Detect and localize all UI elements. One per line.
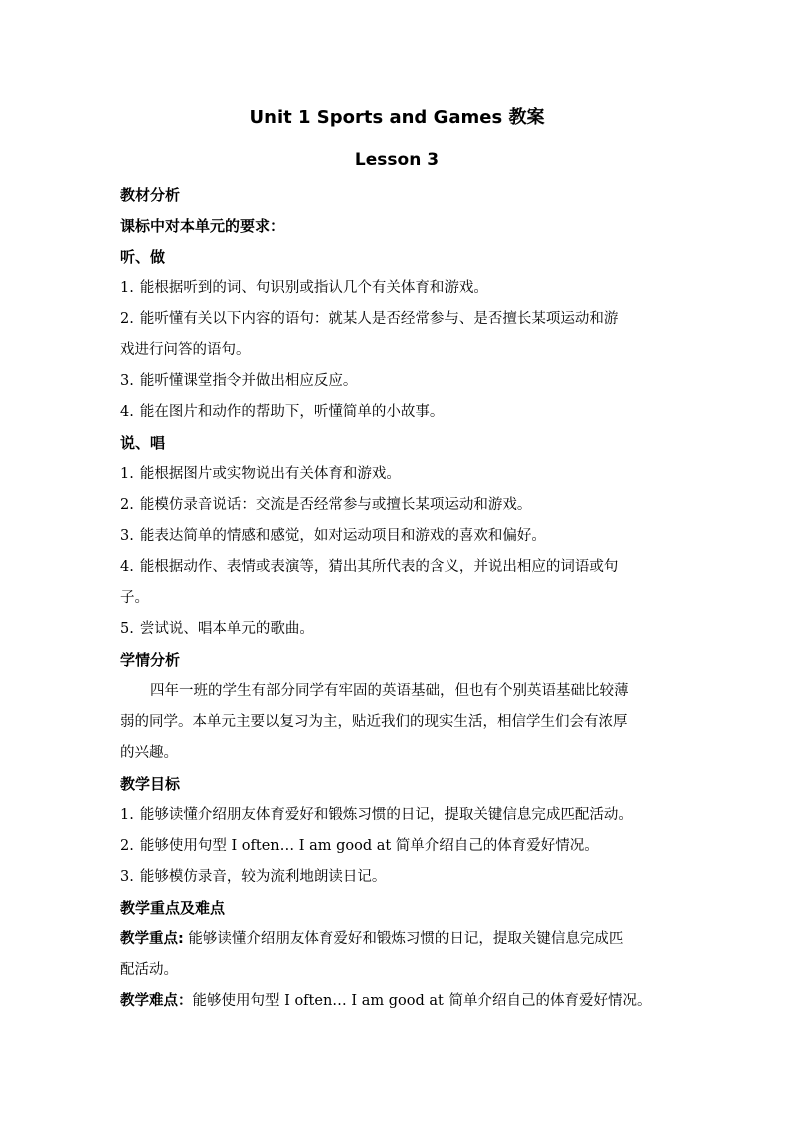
paragraph-line: 的兴趣。 <box>120 745 178 761</box>
list-item: 2. 能听懂有关以下内容的语句：就某人是否经常参与、是否擅长某项运动和游 <box>120 311 619 327</box>
document-subtitle: Lesson 3 <box>354 150 440 170</box>
section-heading-key: 教学重点及难点 <box>120 899 226 917</box>
section-heading-listen: 听、做 <box>120 248 166 266</box>
document-title: Unit 1 Sports and Games 教案 <box>249 107 545 128</box>
section-heading-curriculum: 课标中对本单元的要求： <box>120 217 286 235</box>
difficult-point-line: 教学难点：能够使用句型 I often… I am good at 简单介绍自己的体育爱好情况。 <box>120 993 652 1009</box>
list-item: 1. 能根据图片或实物说出有关体育和游戏。 <box>120 466 401 482</box>
list-item: 3. 能表达简单的情感和感觉，如对运动项目和游戏的喜欢和偏好。 <box>120 528 546 544</box>
paragraph-line: 四年一班的学生有部分同学有牢固的英语基础，但也有个别英语基础比较薄 <box>150 683 629 699</box>
list-item: 3. 能听懂课堂指令并做出相应反应。 <box>120 373 358 389</box>
section-heading-student: 学情分析 <box>120 651 181 669</box>
list-item: 4. 能在图片和动作的帮助下，听懂简单的小故事。 <box>120 404 445 420</box>
key-point-line: 教学重点: 能够读懂介绍朋友体育爱好和锻炼习惯的日记，提取关键信息完成匹 <box>120 931 624 947</box>
section-heading-material: 教材分析 <box>120 186 181 204</box>
list-item: 2. 能模仿录音说话：交流是否经常参与或擅长某项运动和游戏。 <box>120 497 532 513</box>
key-point-continuation: 配活动。 <box>120 962 178 978</box>
list-item: 5. 尝试说、唱本单元的歌曲。 <box>120 621 314 637</box>
list-item: 2. 能够使用句型 I often… I am good at 简单介绍自己的体育爱好情况。 <box>120 838 599 854</box>
list-item: 1. 能够读懂介绍朋友体育爱好和锻炼习惯的日记，提取关键信息完成匹配活动。 <box>120 807 633 823</box>
list-item: 1. 能根据听到的词、句识别或指认几个有关体育和游戏。 <box>120 280 488 296</box>
list-item-continuation: 戏进行问答的语句。 <box>120 342 251 358</box>
difficult-point-label: 教学难点： <box>120 993 193 1009</box>
key-point-label: 教学重点: <box>120 931 184 947</box>
list-item-continuation: 子。 <box>120 590 149 606</box>
paragraph-line: 弱的同学。本单元主要以复习为主，贴近我们的现实生活，相信学生们会有浓厚 <box>120 714 628 730</box>
list-item: 3. 能够模仿录音，较为流利地朗读日记。 <box>120 869 387 885</box>
section-heading-goal: 教学目标 <box>120 775 181 793</box>
section-heading-speak: 说、唱 <box>120 434 166 452</box>
list-item: 4. 能根据动作、表情或表演等，猜出其所代表的含义，并说出相应的词语或句 <box>120 559 619 575</box>
document-body <box>120 180 680 1017</box>
